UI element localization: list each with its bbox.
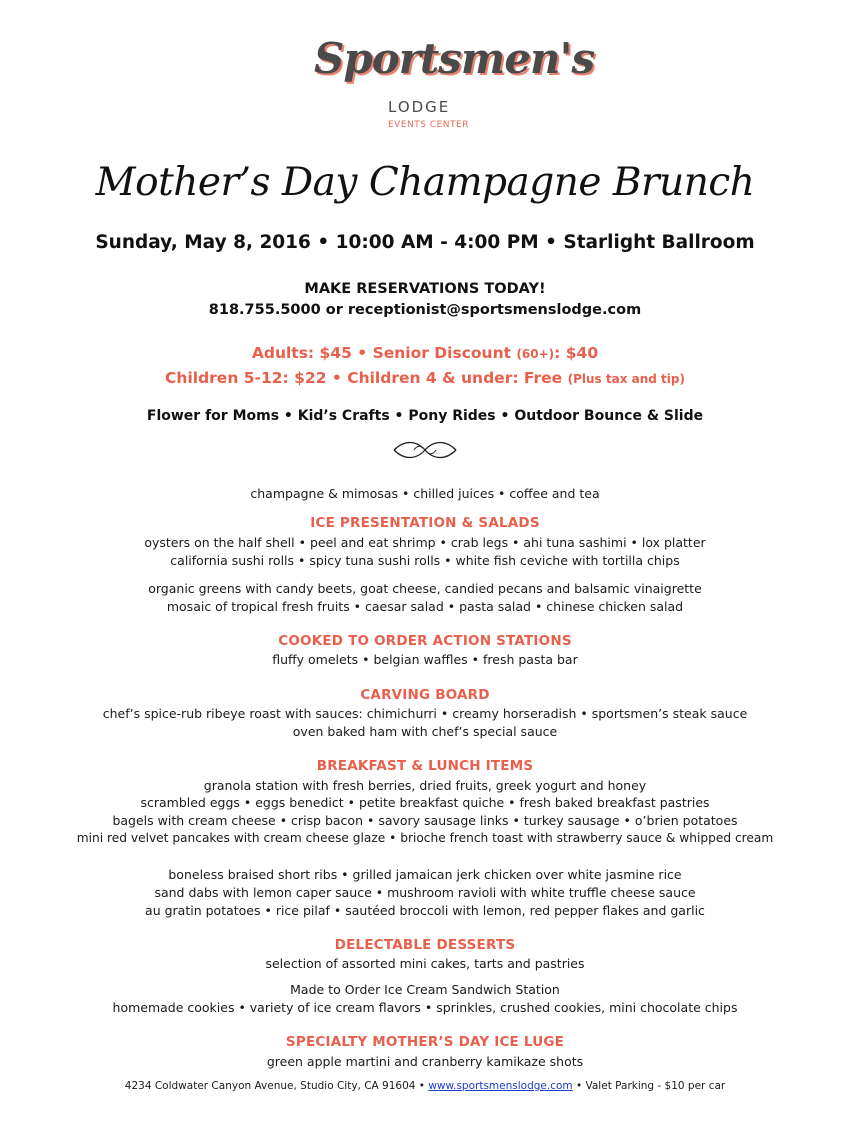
menu-carving-line: oven baked ham with chef’s special sauce <box>292 724 558 739</box>
menu-section-breakfast-heading: BREAKFAST & LUNCH ITEMS <box>316 758 534 774</box>
menu-ice-line: organic greens with candy beets, goat cheese, candied pecans and balsamic vinaigrette <box>148 581 702 596</box>
pricing-adults-senior: Adults: $45 • Senior Discount (60+): $40 <box>251 344 599 362</box>
menu-section-luge-heading: SPECIALTY MOTHER’S DAY ICE LUGE <box>285 1034 565 1050</box>
menu-section-ice-heading: ICE PRESENTATION & SALADS <box>310 515 540 531</box>
logo-wordmark: Sportsmen's <box>314 34 595 83</box>
event-dateline: Sunday, May 8, 2016 • 10:00 AM - 4:00 PM • Starlight Ballroom <box>95 232 755 253</box>
menu-breakfast-line: sand dabs with lemon caper sauce • mushroom ravioli with white truffle cheese sauce <box>154 885 696 900</box>
menu-breakfast-line: au gratin potatoes • rice pilaf • sautéed broccoli with lemon, red pepper flakes and garlic <box>145 903 705 918</box>
sportsmens-lodge-logo <box>300 34 595 138</box>
menu-ice-line: oysters on the half shell • peel and eat shrimp • crab legs • ahi tuna sashimi • lox platter <box>144 535 706 550</box>
menu-desserts-line: homemade cookies • variety of ice cream flavors • sprinkles, crushed cookies, mini chocolate chips <box>112 1000 738 1015</box>
menu-luge-line: green apple martini and cranberry kamikaze shots <box>266 1054 584 1069</box>
menu-carving-line: chef’s spice-rub ribeye roast with sauces: chimichurri • creamy horseradish • sportsmen’s steak sauce <box>102 706 748 721</box>
price-senior-label: Senior Discount <box>372 344 512 362</box>
price-adults: Adults: $45 <box>251 344 352 362</box>
price-children-4-under: Children 4 & under: Free <box>347 369 563 387</box>
menu-breakfast-line: granola station with fresh berries, dried fruits, greek yogurt and honey <box>203 778 647 793</box>
flourish-divider-icon <box>392 438 458 462</box>
menu-breakfast-line: boneless braised short ribs • grilled jamaican jerk chicken over white jasmine rice <box>168 867 682 882</box>
menu-stations-line: fluffy omelets • belgian waffles • fresh pasta bar <box>272 652 578 667</box>
price-senior-amount: : $40 <box>554 344 599 362</box>
menu-breakfast-line: bagels with cream cheese • crisp bacon • savory sausage links • turkey sausage • o’brien potatoes <box>112 813 738 828</box>
activities-list: Flower for Moms • Kid’s Crafts • Pony Rides • Outdoor Bounce & Slide <box>146 408 704 424</box>
website-link[interactable]: www.sportsmenslodge.com <box>428 1080 573 1092</box>
footer <box>0 1080 850 1092</box>
menu-section-carving-heading: CARVING BOARD <box>360 687 490 703</box>
pricing-children: Children 5-12: $22 • Children 4 & under: Free (Plus tax and tip) <box>165 369 685 387</box>
menu-ice-line: california sushi rolls • spicy tuna sushi rolls • white fish ceviche with tortilla chips <box>170 553 680 568</box>
logo-events-center-text: EVENTS CENTER <box>388 120 469 130</box>
reservations-contact: 818.755.5000 or receptionist@sportsmenslodge.com <box>208 302 642 318</box>
price-senior-age: (60+) <box>516 347 555 361</box>
price-children-5-12: Children 5-12: $22 <box>165 369 327 387</box>
footer-address: 4234 Coldwater Canyon Avenue, Studio City, CA 91604 • <box>124 1080 429 1092</box>
menu-breakfast-line: mini red velvet pancakes with cream cheese glaze • brioche french toast with strawberry sauce & whipped cream <box>76 831 774 845</box>
price-note: (Plus tax and tip) <box>567 372 685 386</box>
menu-desserts-line: Made to Order Ice Cream Sandwich Station <box>290 982 560 997</box>
event-title: Mother’s Day Champagne Brunch <box>95 160 755 205</box>
menu-section-stations-heading: COOKED TO ORDER ACTION STATIONS <box>278 633 572 649</box>
menu-desserts-line: selection of assorted mini cakes, tarts and pastries <box>265 956 585 971</box>
footer-parking: • Valet Parking - $10 per car <box>572 1080 726 1092</box>
menu-section-desserts-heading: DELECTABLE DESSERTS <box>334 937 516 953</box>
menu-breakfast-line: scrambled eggs • eggs benedict • petite breakfast quiche • fresh baked breakfast pastries <box>140 795 710 810</box>
menu-drinks: champagne & mimosas • chilled juices • coffee and tea <box>250 486 600 501</box>
logo-lodge-text: LODGE <box>388 98 451 116</box>
reservations-heading: MAKE RESERVATIONS TODAY! <box>304 281 546 297</box>
menu-ice-line: mosaic of tropical fresh fruits • caesar salad • pasta salad • chinese chicken salad <box>166 599 684 614</box>
